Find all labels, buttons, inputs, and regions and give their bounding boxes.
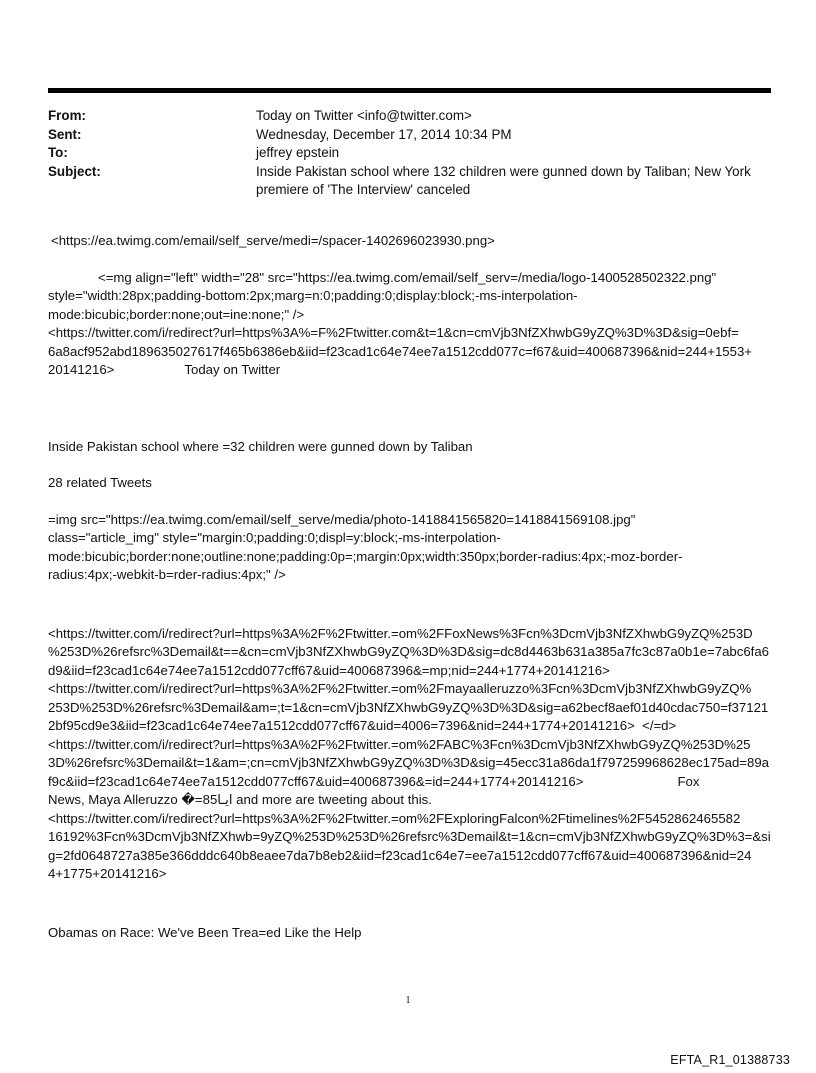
tweeting-about-line: News, Maya Alleruzzo �=85ايـا and more are tweeting about this. xyxy=(48,792,432,807)
logo-image-line: style="width:28px;padding-bottom:2px;marg=n:0;padding:0;display:block;-ms-interpolation- xyxy=(48,288,578,303)
from-label: From: xyxy=(48,108,86,123)
foxnews-link-line: <https://twitter.com/i/redirect?url=https%3A%2F%2Ftwitter.=om%2FFoxNews%3Fcn%3DcmVjb3NfZXhwbG9yZQ%253D xyxy=(48,625,753,641)
falcon-link-line: 16192%3Fcn%3DcmVjb3NfZXhwb=9yZQ%253D%253D%26refsrc%3Demail&t=1&cn=cmVjb3NfZXhwbG9yZQ%3D%3=&si xyxy=(48,829,771,844)
redirect-link-line: <https://twitter.com/i/redirect?url=https%3A%=F%2Ftwitter.com&t=1&cn=cmVjb3NfZXhwbG9yZQ%3D%3D&sig=0ebf= xyxy=(48,325,739,340)
header-divider xyxy=(48,88,771,93)
maya-link-line: 253D%253D%26refsrc%3Demail&am=;t=1&cn=cmVjb3NfZXhwbG9yZQ%3D%3D&sig=a62becf8aef01d40cdac750=f37121 xyxy=(48,699,769,715)
from-row xyxy=(48,107,771,126)
logo-image-line: mode:bicubic;border:none;out=ine:none;" /> xyxy=(48,306,305,322)
subject-label: Subject: xyxy=(48,163,101,179)
email-body xyxy=(48,232,773,942)
second-story-title: Obamas on Race: We've Been Trea=ed Like the Help xyxy=(48,924,362,940)
spacer-image-link: <https://ea.twimg.com/email/self_serve/medi=/spacer-1402696023930.png> xyxy=(51,233,495,248)
page-number: 1 xyxy=(405,995,411,1006)
article-image-line: mode:bicubic;border:none;outline:none;padding:0p=;margin:0px;width:350px;border-radius:4px;-moz-border- xyxy=(48,548,683,564)
today-on-twitter-label: Today on Twitter xyxy=(184,362,281,377)
abc-link-last-line xyxy=(48,773,773,792)
subject-value: Inside Pakistan school where 132 children were gunned down by Taliban; New York premiere of 'The Interview' canceled xyxy=(256,163,755,197)
fox-word: Fox xyxy=(677,773,700,789)
abc-link-line: <https://twitter.com/i/redirect?url=https%3A%2F%2Ftwitter.=om%2FABC%3Fcn%3DcmVjb3NfZXhwbG9yZQ%253D%25 xyxy=(48,736,751,752)
redirect-link-line: 20141216> xyxy=(48,362,115,377)
email-header xyxy=(48,107,771,200)
from-value: Today on Twitter <info@twitter.com> xyxy=(256,108,472,123)
foxnews-link-line: %253D%26refsrc%3Demail&t==&cn=cmVjb3NfZXhwbG9yZQ%3D%3D&sig=dc8d4463b631a385a7fc3c87a0b1e=7abc6fa6 xyxy=(48,644,769,659)
subject-row xyxy=(48,163,771,200)
sent-label: Sent: xyxy=(48,126,82,142)
redirect-link-line: 6a8acf952abd189635027617f465b6386eb&iid=f23cad1c64e74ee7a1512cdd077c=f67&uid=400687396&nid=244+1553+ xyxy=(48,343,753,359)
falcon-link-line: <https://twitter.com/i/redirect?url=https%3A%2F%2Ftwitter.=om%2FExploringFalcon%2Ftimelines%2F5452862465582 xyxy=(48,810,741,826)
to-value: jeffrey epstein xyxy=(256,145,340,160)
foxnews-link-line: d9&iid=f23cad1c64e74ee7a1512cdd077cff67&uid=400687396&=mp;nid=244+1774+20141216> xyxy=(48,662,610,678)
article-image-line: =img src="https://ea.twimg.com/email/self_serve/media/photo-1418841565820=1418841569108.jpg" xyxy=(48,511,636,527)
abc-link-line: 3D%26refsrc%3Demail&t=1&am=;cn=cmVjb3NfZXhwbG9yZQ%3D%3D&sig=45ecc31a86da1f797259968628ec175ad=89a xyxy=(48,755,769,770)
abc-link-line: f9c&iid=f23cad1c64e74ee7a1512cdd077cff67&uid=400687396&=id=244+1774+20141216> xyxy=(48,773,584,789)
falcon-link-line: g=2fd0648727a385e366dddc640b8eaee7da7b8eb2&iid=f23cad1c64e7=ee7a1512cdd077cff67&uid=400687396&nid=24 xyxy=(48,847,752,863)
to-row xyxy=(48,144,771,163)
sent-value: Wednesday, December 17, 2014 10:34 PM xyxy=(256,126,512,142)
story-title: Inside Pakistan school where =32 children were gunned down by Taliban xyxy=(48,438,473,454)
redirect-link-last-line xyxy=(48,361,773,380)
sent-row xyxy=(48,126,771,145)
maya-link-line: 2bf95cd9e3&iid=f23cad1c64e74ee7a1512cdd077cff67&uid=4006=7396&nid=244+1774+20141216> </=d> xyxy=(48,718,677,733)
article-image-line: radius:4px;-webkit-b=rder-radius:4px;" /> xyxy=(48,567,286,582)
related-tweets-count: 28 related Tweets xyxy=(48,475,152,490)
article-image-line: class="article_img" style="margin:0;padding:0;displ=y:block;-ms-interpolation- xyxy=(48,530,501,545)
to-label: To: xyxy=(48,145,68,160)
bates-number: EFTA_R1_01388733 xyxy=(670,1053,790,1067)
logo-image-line: <=mg align="left" width="28" src="https://ea.twimg.com/email/self_serv=/media/logo-1400528502322.png" xyxy=(98,269,717,285)
maya-link-line: <https://twitter.com/i/redirect?url=https%3A%2F%2Ftwitter.=om%2Fmayaalleruzzo%3Fcn%3DcmVjb3NfZXhwbG9yZQ% xyxy=(48,681,752,696)
falcon-link-line: 4+1775+20141216> xyxy=(48,866,167,881)
